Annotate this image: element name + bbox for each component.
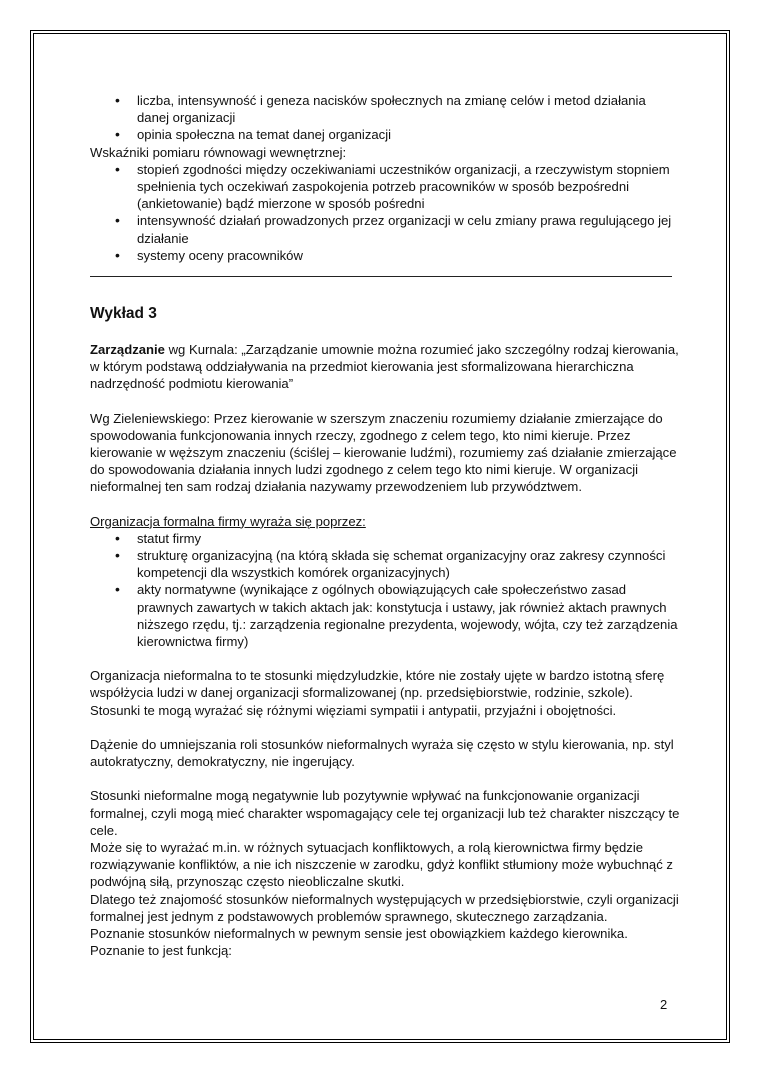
list-item: • liczba, intensywność i geneza nacisków społecznych na zmianę celów i metod działania danej organizacji bbox=[90, 92, 680, 126]
list-item: • statut firmy bbox=[90, 530, 680, 547]
paragraph-line: Stosunki nieformalne mogą negatywnie lub pozytywnie wpływać na funkcjonowanie organizacji formalnej, czyli mogą mieć charakter wspomagający cele tej organizacji lub też charakter niszczący te cele. bbox=[90, 788, 680, 838]
balance-bullet-list bbox=[90, 161, 680, 264]
paragraph-line: Może się to wyrażać m.in. w różnych sytuacjach konfliktowych, a rolą kierownictwa firmy będzie rozwiązywanie konfliktów, a nie ich niszczenie w zarodku, gdyż konflikt stłumiony może wybuchnąć z podwójną siłą, przynosząc często nieobliczalne skutki. bbox=[90, 839, 673, 890]
list-item: • opinia społeczna na temat danej organizacji bbox=[90, 126, 680, 143]
list-item: • intensywność działań prowadzonych przez organizacji w celu zmiany prawa regulującego jej działanie bbox=[90, 212, 680, 246]
paragraph-line: Poznanie stosunków nieformalnych w pewnym sensie jest obowiązkiem każdego kierownika. bbox=[90, 925, 628, 941]
list-item: • stopień zgodności między oczekiwaniami uczestników organizacji, a rzeczywistym stopniem spełnienia tych oczekiwań zaspokojenia potrzeb pracowników w sposób bezpośredni (ankietowanie) bądź mierzone w sposób pośredni bbox=[90, 161, 680, 213]
list-item: • akty normatywne (wynikające z ogólnych obowiązujących całe społeczeństwo zasad prawnych zawartych w takich aktach jak: konstytucja i ustawy, jak również aktach prawnych niższego rzędu, tj.: zarządzenia regionalne prezydenta, wojewody, wójta, czy też zarządzenia kierownictwa firmy) bbox=[90, 581, 680, 650]
balance-heading: Wskaźniki pomiaru równowagi wewnętrznej: bbox=[90, 144, 347, 160]
management-style-paragraph: Dążenie do umniejszania roli stosunków nieformalnych wyraża się często w stylu kierowania, np. styl autokratyczny, demokratyczny, nie ingerujący. bbox=[90, 736, 674, 770]
management-definition-text: wg Kurnala: „Zarządzanie umownie można rozumieć jako szczególny rodzaj kierowania, w którym podstawą oddziaływania na przedmiot kierowania jest sformalizowana hierarchiczna nadrzędność podmiotu kierowania” bbox=[90, 342, 679, 392]
management-definition bbox=[90, 341, 680, 393]
informal-organization-paragraph: Organizacja nieformalna to te stosunki międzyludzkie, które nie zostały ujęte w bardzo istotną sferę współżycia ludzi w danej organizacji sformalizowanej (np. przedsiębiorstwie, rodzinie, szkole). Stosunki te mogą wyrażać się różnymi więziami sympatii i antypatii, przyjaźni i obojętności. bbox=[90, 668, 665, 718]
lecture-title: Wykład 3 bbox=[90, 305, 157, 323]
document-body bbox=[90, 92, 680, 959]
paragraph-line: Poznanie to jest funkcją: bbox=[90, 943, 232, 959]
top-bullet-list bbox=[90, 92, 680, 144]
formal-bullet-list bbox=[90, 530, 680, 650]
list-item: • strukturę organizacyjną (na którą składa się schemat organizacyjny oraz zakresy czynności kompetencji dla wszystkich komórek organizacyjnych) bbox=[90, 547, 680, 581]
zieleniewski-paragraph: Wg Zieleniewskiego: Przez kierowanie w szerszym znaczeniu rozumiemy działanie zmierzające do spowodowania funkcjonowania innych rzeczy, zgodnego z celem tego, kto nimi kieruje. Przez kierowanie w węższym znaczeniu (ściślej – kierowanie ludźmi), rozumiemy zaś działanie zmierzające do spowodowania działania innych ludzi zgodnego z celem tego kto nimi kieruje. W organizacji nieformalnej ten sam rodzaj działania nazywamy przewodzeniem lub przywództwem. bbox=[90, 410, 677, 495]
list-item: • systemy oceny pracowników bbox=[90, 247, 680, 264]
paragraph-line: Dlatego też znajomość stosunków nieformalnych występujących w przedsiębiorstwie, czyli organizacji formalnej jest jednym z podstawowych problemów sprawnego, skutecznego zarządzania. bbox=[90, 891, 679, 924]
section-divider bbox=[90, 276, 672, 277]
formal-organization-heading: Organizacja formalna firmy wyraża się poprzez: bbox=[90, 513, 366, 529]
page-number: 2 bbox=[660, 997, 668, 1012]
management-term: Zarządzanie bbox=[90, 342, 165, 358]
